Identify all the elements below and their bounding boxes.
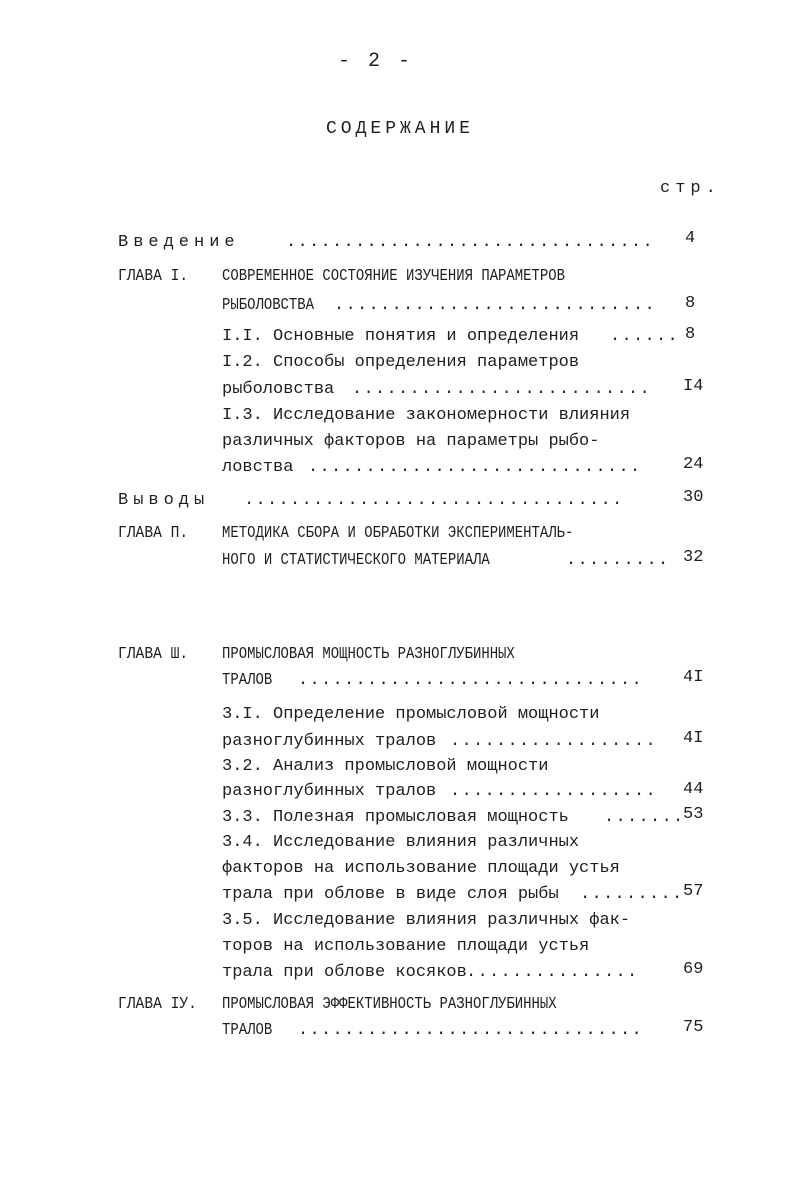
toc-section-1-3-title-line: I.3. Исследование закономерности влияния	[222, 406, 631, 425]
toc-leader-dots: ...............	[466, 963, 639, 982]
document-title: СОДЕРЖАНИЕ	[326, 119, 475, 139]
toc-chapter-2-label: ГЛАВА П.	[118, 524, 189, 543]
toc-label-conclusions: Выводы	[118, 491, 210, 510]
toc-chapter-3-page: 4I	[683, 668, 704, 687]
toc-section-3-5-page: 69	[683, 960, 704, 979]
toc-section-3-4-title-last: трала при облове в виде слоя рыбы	[222, 885, 559, 904]
toc-chapter-4-title-line: ПРОМЫСЛОВАЯ ЭФФЕКТИВНОСТЬ РАЗНОГЛУБИННЫХ	[222, 995, 557, 1014]
toc-section-3-2-title-line: 3.2. Анализ промысловой мощности	[222, 757, 549, 776]
toc-section-3-2-title-last: разноглубинных тралов	[222, 782, 437, 801]
toc-section-1-2-title-line: I.2. Способы определения параметров	[222, 353, 580, 372]
toc-leader-dots: .......	[604, 808, 685, 827]
toc-section-3-4-title-line: факторов на использование площади устья	[222, 859, 620, 878]
toc-chapter-2-page: 32	[683, 548, 704, 567]
toc-leader-dots: .............................	[308, 458, 642, 477]
toc-section-1-3-page: 24	[683, 455, 704, 474]
toc-leader-dots: ......	[610, 327, 680, 346]
toc-chapter-3-title-last: ТРАЛОВ	[222, 671, 273, 690]
toc-chapter-1-title-line: СОВРЕМЕННОЕ СОСТОЯНИЕ ИЗУЧЕНИЯ ПАРАМЕТРОВ	[222, 267, 565, 286]
toc-leader-dots: .........	[566, 551, 670, 570]
toc-leader-dots: .................................	[244, 491, 624, 510]
toc-leader-dots: .........	[580, 885, 684, 904]
toc-chapter-4-label: ГЛАВА IУ.	[118, 995, 197, 1014]
toc-leader-dots: ..........................	[352, 380, 652, 399]
toc-chapter-2-title-last: НОГО И СТАТИСТИЧЕСКОГО МАТЕРИАЛА	[222, 551, 490, 570]
toc-chapter-4-page: 75	[683, 1018, 704, 1037]
toc-chapter-1-label: ГЛАВА I.	[118, 267, 189, 286]
toc-section-3-1-title-line: 3.I. Определение промысловой мощности	[222, 705, 600, 724]
toc-leader-dots: ..................	[450, 782, 658, 801]
toc-leader-dots: ..............................	[298, 671, 644, 690]
toc-section-3-5-title-line: торов на использование площади устья	[222, 937, 590, 956]
toc-section-1-1-title: I.I. Основные понятия и определения	[222, 327, 580, 346]
toc-section-1-2-page: I4	[683, 377, 704, 396]
toc-leader-dots: ..............................	[298, 1021, 644, 1040]
toc-leader-dots: ................................	[286, 233, 655, 252]
toc-chapter-1-title-last: РЫБОЛОВСТВА	[222, 296, 315, 315]
toc-chapter-2-title-line: МЕТОДИКА СБОРА И ОБРАБОТКИ ЭКСПЕРИМЕНТАЛЬ-	[222, 524, 574, 543]
page-number: - 2 -	[338, 50, 414, 73]
toc-page-introduction: 4	[685, 229, 696, 248]
toc-section-1-1-page: 8	[685, 325, 696, 344]
toc-section-3-5-title-line: 3.5. Исследование влияния различных фак-	[222, 911, 631, 930]
toc-section-3-4-title-line: 3.4. Исследование влияния различных	[222, 833, 580, 852]
toc-section-1-3-title-line: различных факторов на параметры рыбо-	[222, 432, 600, 451]
toc-chapter-3-title-line: ПРОМЫСЛОВАЯ МОЩНОСТЬ РАЗНОГЛУБИННЫХ	[222, 645, 515, 664]
toc-section-3-3-page: 53	[683, 805, 704, 824]
toc-page-conclusions: 30	[683, 488, 704, 507]
toc-section-1-2-title-last: рыболовства	[222, 380, 335, 399]
toc-label-introduction: Введение	[118, 233, 240, 252]
page-column-label: стр.	[660, 179, 721, 198]
toc-section-3-4-page: 57	[683, 882, 704, 901]
toc-section-3-5-title-last: трала при облове косяков	[222, 963, 467, 982]
toc-section-3-3-title: 3.3. Полезная промысловая мощность	[222, 808, 569, 827]
toc-section-3-1-page: 4I	[683, 729, 704, 748]
toc-section-3-2-page: 44	[683, 780, 704, 799]
toc-leader-dots: ............................	[334, 296, 657, 315]
toc-section-1-3-title-last: ловства	[222, 458, 294, 477]
toc-chapter-4-title-last: ТРАЛОВ	[222, 1021, 273, 1040]
toc-chapter-3-label: ГЛАВА Ш.	[118, 645, 189, 664]
toc-leader-dots: ..................	[450, 732, 658, 751]
toc-section-3-1-title-last: разноглубинных тралов	[222, 732, 437, 751]
toc-chapter-1-page: 8	[685, 294, 696, 313]
